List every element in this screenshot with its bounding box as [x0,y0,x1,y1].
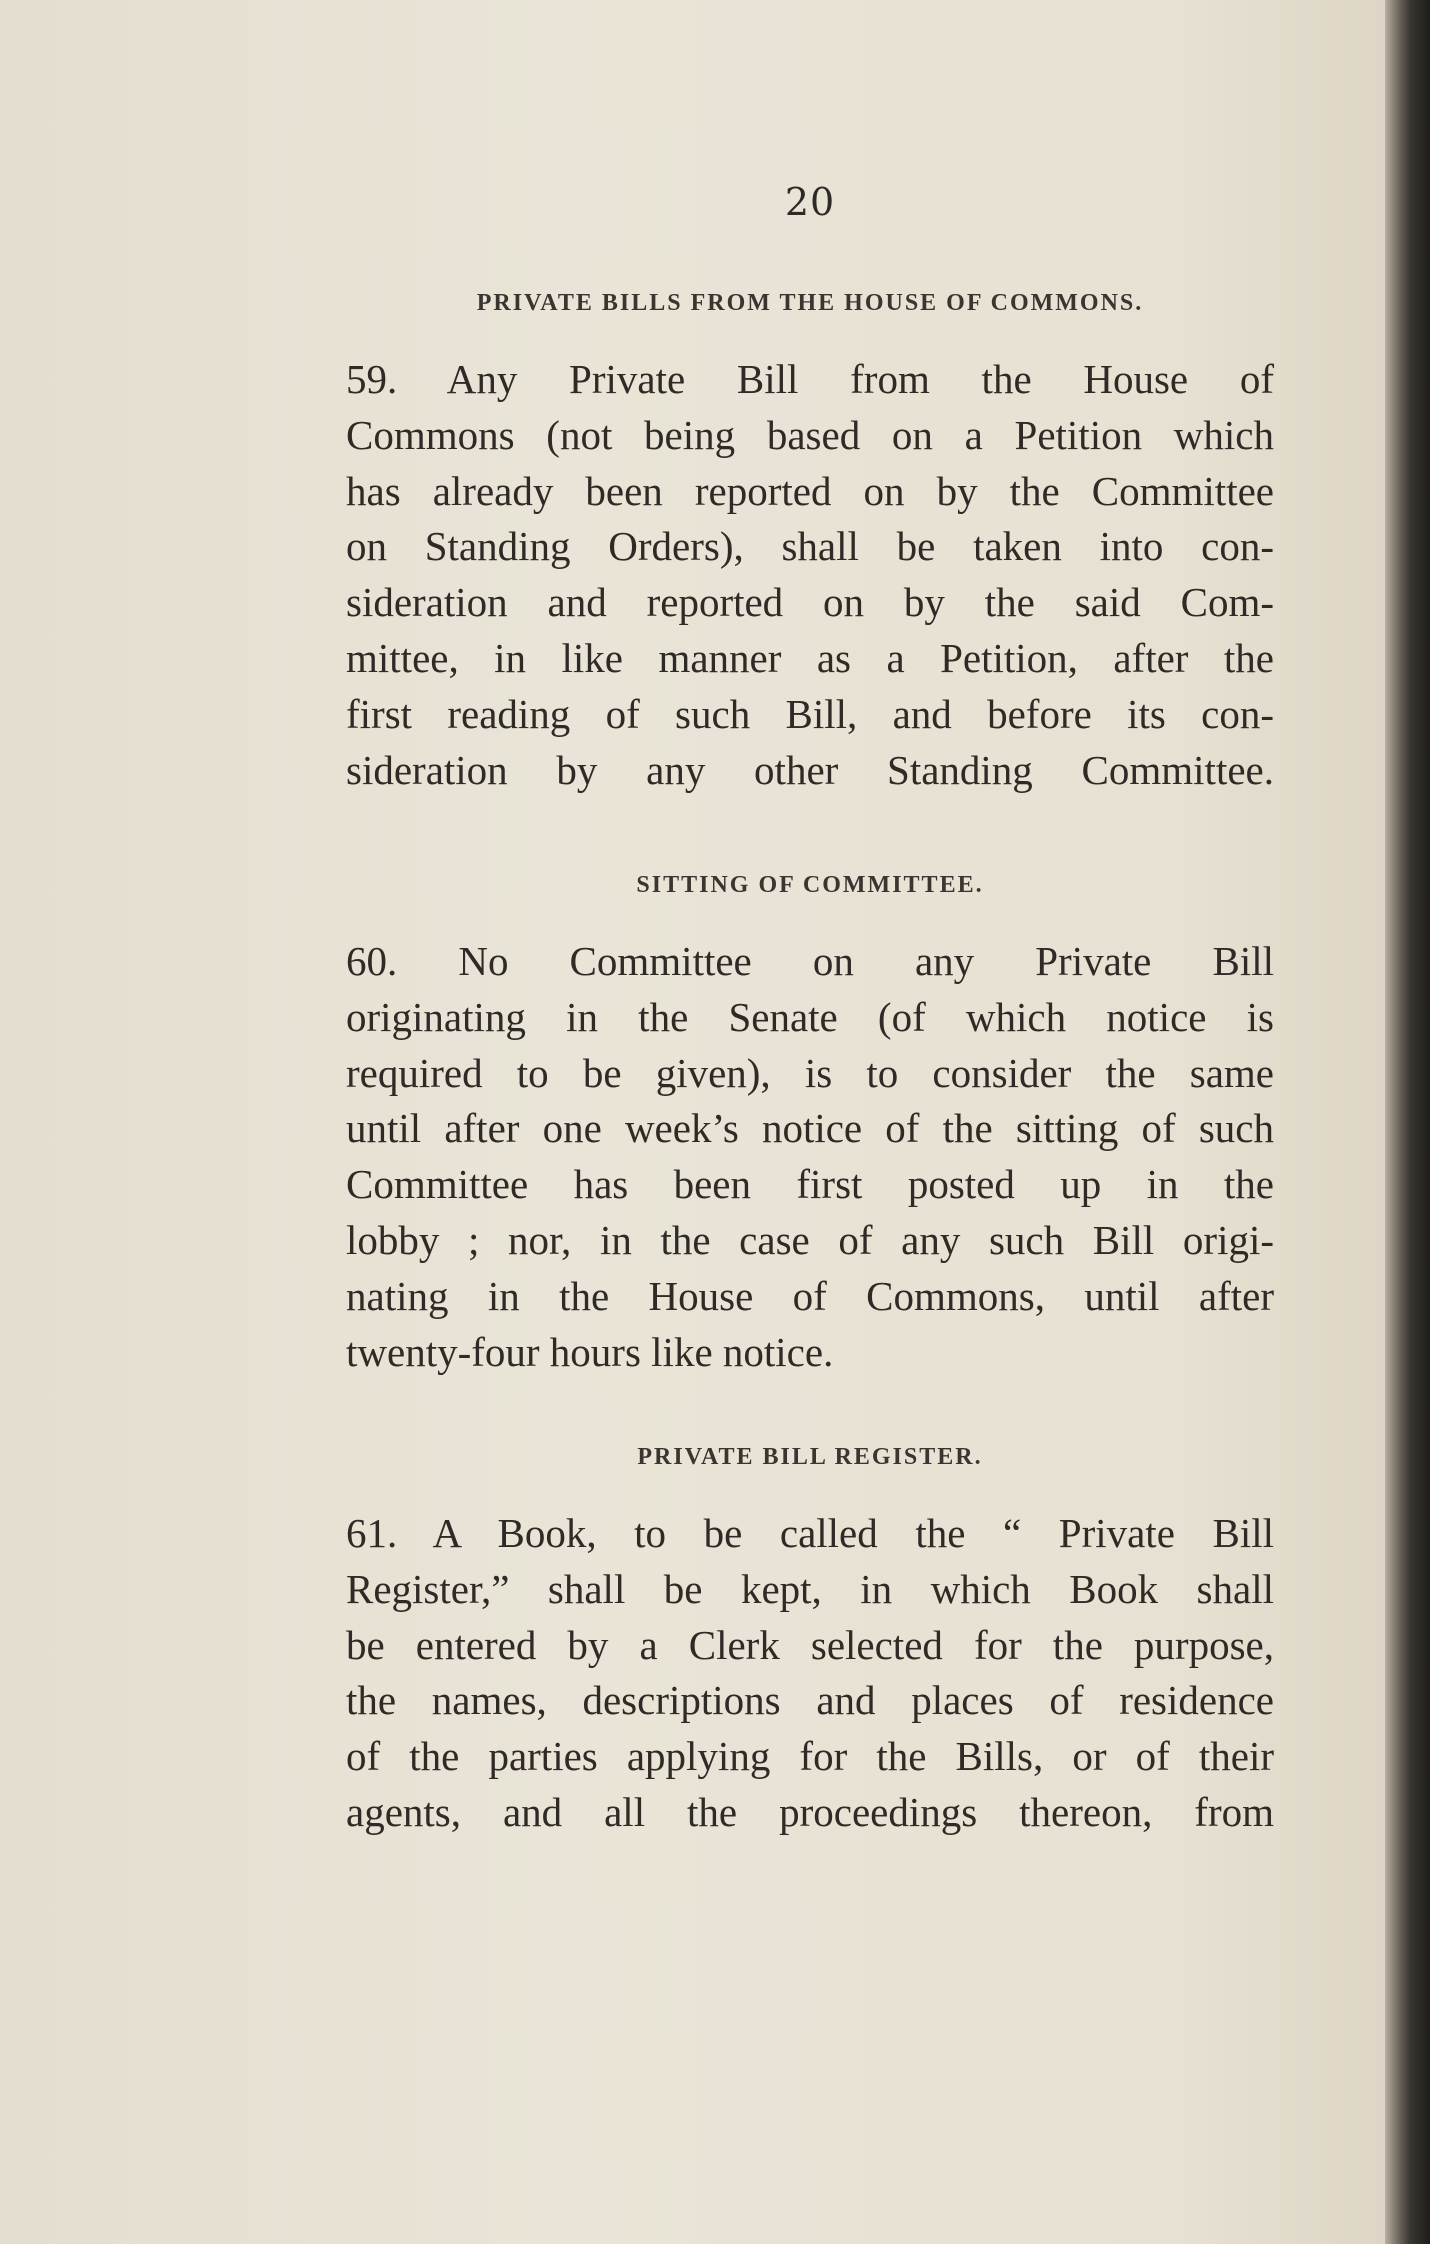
text-line: Committee has been first posted up in the [346,1161,1274,1208]
section-heading-sitting-of-committee: SITTING OF COMMITTEE. [636,872,984,898]
text-line: first reading of such Bill, and before its con- [346,690,1274,737]
book-binding-edge [1385,0,1430,2244]
text-line: of the parties applying for the Bills, or of their [346,1733,1274,1780]
page-number: 20 [784,180,836,224]
text-line: lobby ; nor, in the case of any such Bill origi- [346,1216,1274,1263]
text-line: nating in the House of Commons, until after [346,1272,1274,1319]
text-line: mittee, in like manner as a Petition, after the [346,634,1274,681]
text-line: 61. A Book, to be called the “ Private Bill [346,1510,1274,1556]
paragraph-59 [346,352,1274,798]
text-line: has already been reported on by the Committee [346,467,1274,514]
text-line: the names, descriptions and places of residence [346,1677,1274,1724]
text-line: twenty-four hours like notice. [346,1328,834,1375]
section-heading-private-bill-register: PRIVATE BILL REGISTER. [637,1444,983,1470]
text-line: on Standing Orders), shall be taken into con- [346,523,1274,570]
text-line: sideration and reported on by the said Com- [346,579,1274,626]
text-line: Register,” shall be kept, in which Book shall [346,1565,1274,1612]
text-line: originating in the Senate (of which notice is [346,993,1274,1040]
text-line: agents, and all the proceedings thereon, from [346,1788,1274,1835]
paragraph-61 [346,1506,1274,1841]
text-line: until after one week’s notice of the sitting of such [346,1105,1274,1152]
paragraph-60 [346,934,1274,1380]
text-line: Commons (not being based on a Petition which [346,411,1274,458]
section-heading-private-bills-from-commons: PRIVATE BILLS FROM THE HOUSE OF COMMONS. [476,290,1144,316]
text-line: required to be given), is to consider the same [346,1049,1274,1096]
text-line: 59. Any Private Bill from the House of [346,356,1274,402]
text-line: sideration by any other Standing Committee. [346,746,1274,793]
text-line: be entered by a Clerk selected for the purpose, [346,1621,1274,1668]
text-line: 60. No Committee on any Private Bill [346,938,1274,984]
